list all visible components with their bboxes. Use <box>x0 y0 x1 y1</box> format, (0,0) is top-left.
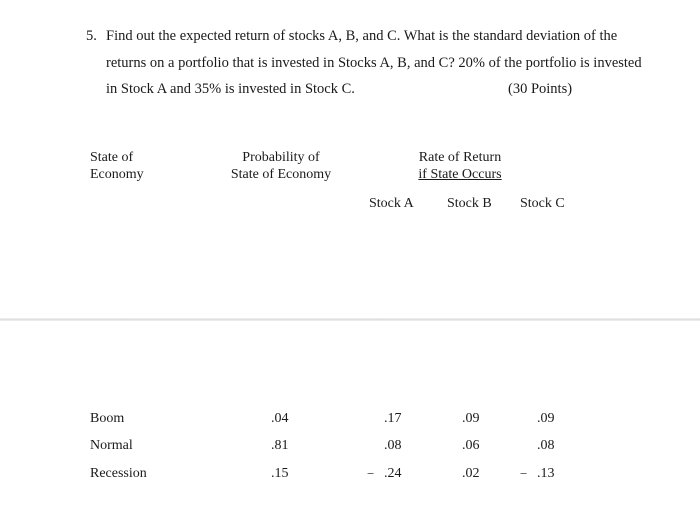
row-stock-c-recession: .13 <box>537 466 555 481</box>
row-stock-a-recession-sign: − <box>367 466 375 481</box>
row-stock-c-recession-sign: − <box>520 466 528 481</box>
question-line-2: returns on a portfolio that is invested in Stocks A, B, and C? 20% of the portfolio is invested <box>106 55 642 71</box>
header-stock-b: Stock B <box>447 196 492 211</box>
header-stock-c: Stock C <box>520 196 565 211</box>
row-prob-normal: .81 <box>271 438 289 453</box>
row-stock-b-normal: .06 <box>462 438 480 453</box>
header-prob-line-1: Probability of <box>242 150 320 165</box>
row-state-boom: Boom <box>90 411 125 426</box>
row-stock-c-boom: .09 <box>537 411 555 426</box>
row-stock-c-normal: .08 <box>537 438 555 453</box>
row-stock-a-normal: .08 <box>384 438 402 453</box>
header-state-of-economy <box>90 149 144 183</box>
header-probability <box>230 149 332 183</box>
row-stock-b-recession: .02 <box>462 466 480 481</box>
row-prob-boom: .04 <box>271 411 289 426</box>
header-state-line-1: State of <box>90 150 134 165</box>
row-state-normal: Normal <box>90 438 133 453</box>
header-stock-a: Stock A <box>369 196 414 211</box>
row-stock-a-recession: .24 <box>384 466 402 481</box>
question-number: 5. <box>86 28 97 44</box>
row-state-recession: Recession <box>90 466 147 481</box>
question-line-1: Find out the expected return of stocks A, B, and C. What is the standard deviation of the <box>106 28 618 44</box>
header-rate-line-1: Rate of Return <box>418 150 502 165</box>
page-divider <box>0 318 700 321</box>
row-stock-a-boom: .17 <box>384 411 402 426</box>
question-line-3: in Stock A and 35% is invested in Stock C. <box>106 81 355 97</box>
header-rate-of-return <box>408 149 512 183</box>
header-state-line-2: Economy <box>90 167 144 182</box>
row-prob-recession: .15 <box>271 466 289 481</box>
header-rate-line-2: if State Occurs <box>418 167 502 182</box>
row-stock-b-boom: .09 <box>462 411 480 426</box>
header-prob-line-2: State of Economy <box>230 167 332 182</box>
question-points: (30 Points) <box>508 81 573 97</box>
